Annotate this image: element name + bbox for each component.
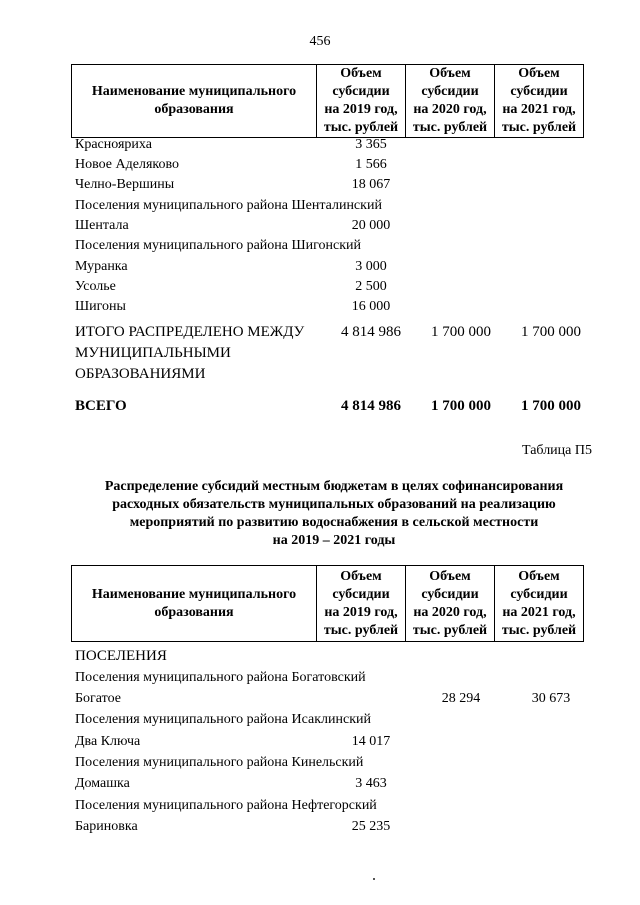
table-row: Богатое 28 294 30 673 xyxy=(75,691,571,706)
scan-speck xyxy=(373,878,375,880)
table-row: Шентала 20 000 xyxy=(75,218,391,233)
header-2019-cell: Объем субсидии на 2019 год, тыс. рублей xyxy=(317,65,406,138)
table-row: Поселения муниципального района Шенталинский xyxy=(75,198,382,213)
table-row: Поселения муниципального района Исаклинский xyxy=(75,712,371,727)
header-2019-cell: Объем субсидии на 2019 год, тыс. рублей xyxy=(317,566,406,642)
header-2021-cell: Объем субсидии на 2021 год, тыс. рублей xyxy=(495,65,584,138)
table-row: Поселения муниципального района Нефтегорский xyxy=(75,798,377,813)
table-row: Краснояриха 3 365 xyxy=(75,137,387,152)
header-2021-cell: Объем субсидии на 2021 год, тыс. рублей xyxy=(495,566,584,642)
total-distributed-values: 4 814 986 1 700 000 1 700 000 xyxy=(341,324,581,340)
table-row: ПОСЕЛЕНИЯ xyxy=(75,648,167,664)
table-row: Муранка 3 000 xyxy=(75,259,387,274)
table-row: Поселения муниципального района Шигонский xyxy=(75,238,362,253)
header-name-cell: Наименование муниципального образования xyxy=(72,566,317,642)
table-row: Новое Аделяково 1 566 xyxy=(75,157,387,172)
table-row: Челно-Вершины 18 067 xyxy=(75,177,391,192)
table-label: Таблица П5 xyxy=(522,443,592,458)
table-row: Домашка 3 463 xyxy=(75,776,387,791)
table-row: Поселения муниципального района Богатовский xyxy=(75,670,366,685)
header-name-cell: Наименование муниципального образования xyxy=(72,65,317,138)
table-row: Поселения муниципального района Кинельский xyxy=(75,755,364,770)
table-row: Усолье 2 500 xyxy=(75,279,387,294)
table-row: Шигоны 16 000 xyxy=(75,299,391,314)
table-row: Два Ключа 14 017 xyxy=(75,734,391,749)
table1-header xyxy=(71,64,584,138)
table2-title: Распределение субсидий местным бюджетам в целях софинансирования расходных обязательств муниципальных образований на реализацию мероприятий по развитию водоснабжения в сельской местности на 2019 – 2021 годы xyxy=(104,479,564,548)
grand-total-row: ВСЕГО 4 814 986 1 700 000 1 700 000 xyxy=(75,398,581,414)
header-2020-cell: Объем субсидии на 2020 год, тыс. рублей xyxy=(406,566,495,642)
page-number: 456 xyxy=(309,34,331,49)
total-distributed-label: ИТОГО РАСПРЕДЕЛЕНО МЕЖДУ МУНИЦИПАЛЬНЫМИ ОБРАЗОВАНИЯМИ xyxy=(75,324,305,382)
table2-header xyxy=(71,565,584,642)
table-row: Бариновка 25 235 xyxy=(75,819,391,834)
header-2020-cell: Объем субсидии на 2020 год, тыс. рублей xyxy=(406,65,495,138)
